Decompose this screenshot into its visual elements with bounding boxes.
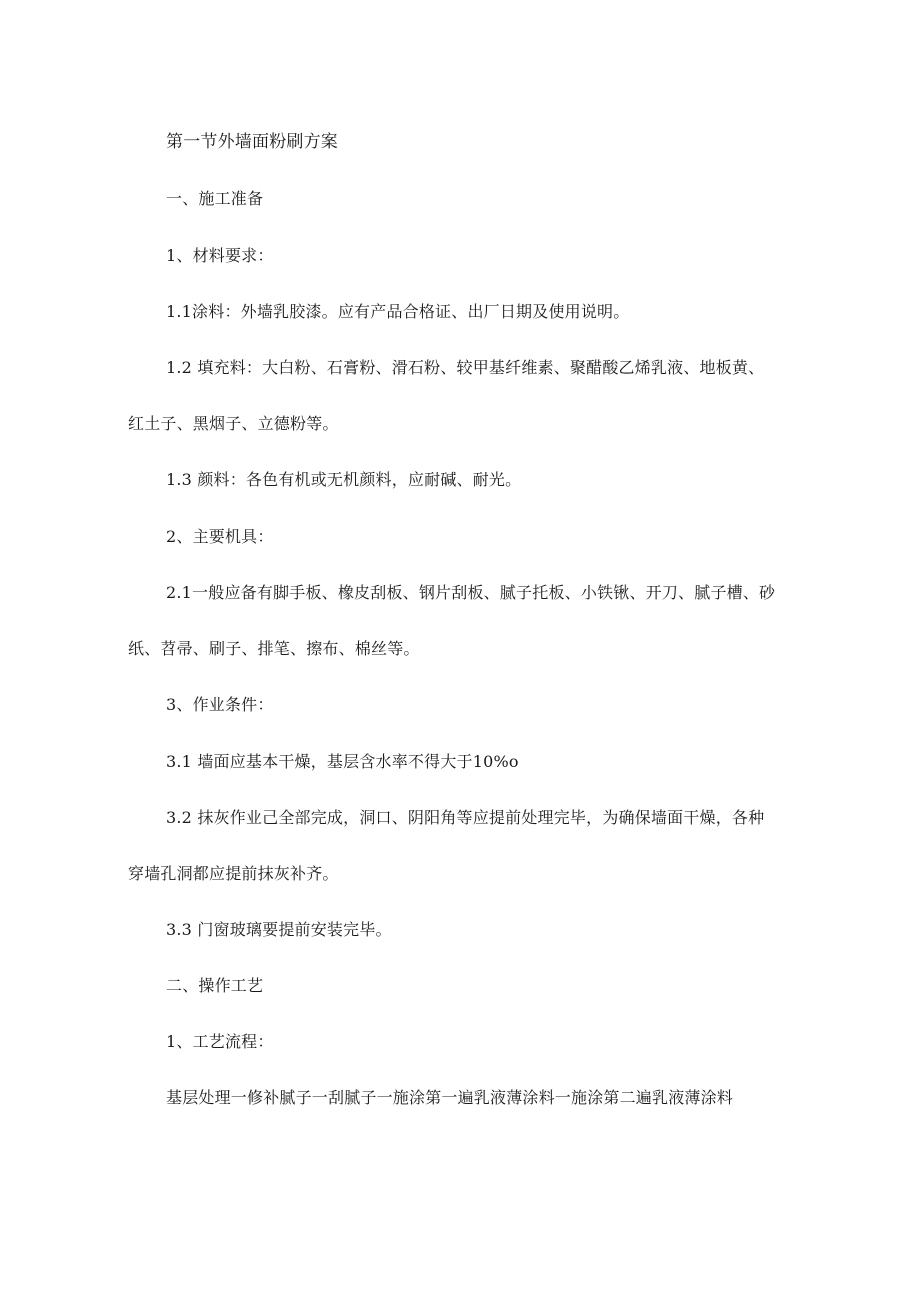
item-2-1-tools-continued: 纸、苕帚、刷子、排笔、擦布、棉丝等。 <box>128 639 420 658</box>
item-1-3-pigment: 1.3 颜料：各色有机或无机颜料，应耐碱、耐光。 <box>166 470 522 489</box>
item-1-2-filler-continued: 红土子、黑烟子、立德粉等。 <box>128 414 339 433</box>
item-3-2-plastering-continued: 穿墙孔洞都应提前抹灰补齐。 <box>128 864 339 883</box>
section-title: 第一节外墙面粉刷方案 <box>166 132 338 152</box>
subheading-material-requirements: 1、材料要求： <box>166 246 274 265</box>
subheading-main-tools: 2、主要机具： <box>166 527 274 546</box>
item-1-2-filler: 1.2 填充料：大白粉、石膏粉、滑石粉、较甲基纤维素、聚醋酸乙烯乳液、地板黄、 <box>166 358 765 377</box>
heading-operation-process: 二、操作工艺 <box>166 976 264 995</box>
heading-construction-prep: 一、施工准备 <box>166 189 264 208</box>
item-2-1-tools: 2.1一般应备有脚手板、橡皮刮板、钢片刮板、腻子托板、小铁锹、开刀、腻子槽、砂 <box>166 583 776 602</box>
item-3-1-dry-wall: 3.1 墙面应基本干燥，基层含水率不得大于10%o <box>166 752 519 771</box>
item-3-3-windows: 3.3 门窗玻璃要提前安装完毕。 <box>166 920 392 939</box>
subheading-process-flow: 1、工艺流程： <box>166 1032 274 1051</box>
item-1-1-coating: 1.1涂料：外墙乳胶漆。应有产品合格证、出厂日期及使用说明。 <box>166 302 630 321</box>
subheading-work-conditions: 3、作业条件： <box>166 695 274 714</box>
process-flow-text: 基层处理一修补腻子一刮腻子一施涂第一遍乳液薄涂料一施涂第二遍乳液薄涂料 <box>166 1088 734 1107</box>
item-3-2-plastering: 3.2 抹灰作业己全部完成，洞口、阴阳角等应提前处理完毕，为确保墙面干燥，各种 <box>166 808 765 827</box>
